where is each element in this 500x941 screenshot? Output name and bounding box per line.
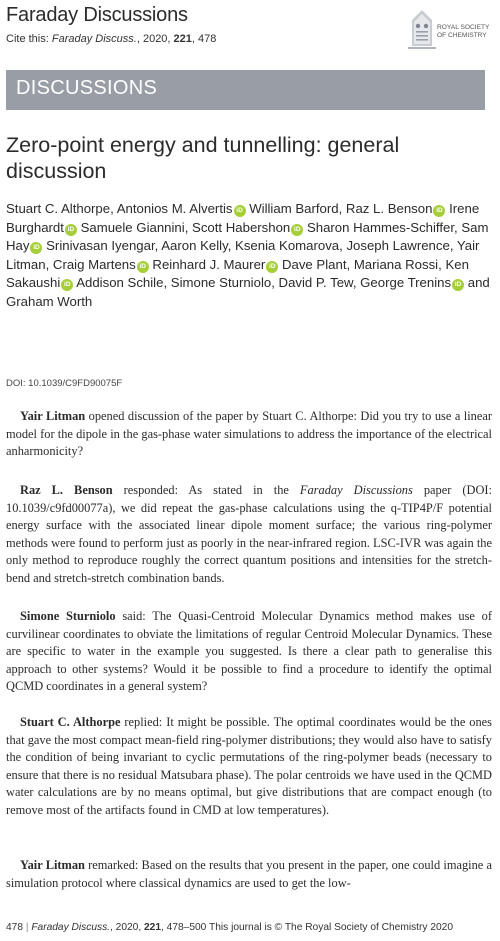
journal-reference: Faraday Discussions [299,483,413,497]
orcid-icon[interactable]: iD [61,279,73,291]
rsc-logo-line1: ROYAL SOCIETY [437,24,490,31]
article-title: Zero-point energy and tunnelling: general discussion [6,133,400,183]
author-separator: , [45,256,53,272]
author-separator: , [339,238,347,254]
author-name: Addison Schile [76,275,164,291]
citation-line [6,33,216,45]
speaker-name: Yair Litman [20,858,85,872]
author-name: Antonios M. Alvertis [116,201,233,216]
paragraph-text: remarked: Based on the results that you present in the paper, one could imagine a simulation protocol where classical dynamics are used to get the low- [6,858,493,890]
author-name: Sam Hay [6,219,489,254]
rsc-logo-line2: OF CHEMISTRY [437,32,487,39]
orcid-icon[interactable]: iD [433,205,445,217]
journal-name: Faraday Discussions [6,4,188,26]
author-name: Joseph Lawrence [346,238,450,254]
copyright-notice: This journal is © The Royal Society of Chemistry 2020 [206,922,453,933]
author-separator: , [454,219,462,235]
author-name: Ken Sakaushi [6,256,469,291]
cite-page: , 478 [191,33,217,45]
author-name: Ksenia Komarova [235,238,340,254]
author-name: Scott Habershon [192,219,291,235]
rsc-emblem-icon [408,10,436,48]
author-separator: , [271,275,279,291]
author-name: Aaron Kelly [161,238,228,254]
author-separator: , [449,238,457,254]
footer-pages: , 478–500 [161,922,207,933]
author-separator: , [110,201,117,216]
orcid-icon[interactable]: iD [65,224,77,236]
author-name: Dave Plant [281,256,347,272]
discussion-paragraph [6,482,492,588]
cite-year: , 2020, [136,33,174,45]
author-separator: , [352,275,361,291]
paragraph-text: responded: As stated in the [112,483,300,497]
footer-journal: Faraday Discuss. [31,922,111,933]
author-name: and Graham Worth [6,275,490,309]
author-name: Raz L. Benson [345,201,433,216]
author-name: Samuele Giannini [80,219,185,235]
author-separator: , [438,256,446,272]
paragraph-text: said: The Quasi-Centroid Molecular Dynamics method makes use of curvilinear coordinates to obviate the limitations of regular Centroid Molecular Dynamics. These are specific to water in the example you suggested. Is there a clear path to generalise this approach to other systems? Would it be possible to find a procedure to identify the optimal QCMD coordinates in a general system? [6,609,492,694]
orcid-icon[interactable]: iD [30,242,42,254]
author-name: William Barford [249,201,339,216]
doi[interactable]: DOI: 10.1039/C9FD90075F [6,378,123,389]
speaker-name: Yair Litman [20,409,86,423]
orcid-icon[interactable]: iD [452,279,464,291]
author-list [6,200,496,312]
rsc-logo [404,2,494,58]
discussion-paragraph [6,408,492,461]
author-name: Srinivasan Iyengar [46,238,155,254]
author-separator: , [227,238,236,254]
author-name: Reinhard J. Maurer [152,256,266,272]
cite-journal: Faraday Discuss. [51,33,137,45]
author-name: Simone Sturniolo [170,275,272,291]
footer-separator: | [23,922,32,933]
discussion-paragraph [6,608,492,696]
author-separator: , [154,238,162,254]
author-separator: , [338,201,346,216]
section-banner [6,70,485,110]
orcid-icon[interactable]: iD [234,205,246,217]
author-name: David P. Tew [278,275,353,291]
discussion-paragraph [6,857,492,892]
orcid-icon[interactable]: iD [137,261,149,273]
footer-volume: 221 [144,922,162,933]
author-name: Mariana Rossi [353,256,439,272]
author-separator: , [163,275,171,291]
author-name: Sharon Hammes-Schiffer [306,219,455,235]
orcid-icon[interactable]: iD [291,224,303,236]
page-footer [6,922,453,933]
page-number: 478 [6,922,23,933]
section-banner-label: DISCUSSIONS [16,77,158,99]
paragraph-text: opened discussion of the paper by Stuart C. Althorpe: Did you try to use a linear model for the dipole in the gas-phase water simulations to address the importance of the electrical anharmonicity? [6,409,492,459]
cite-prefix: Cite this: [6,33,52,45]
author-name: George Trenins [360,275,452,291]
discussion-paragraph [6,714,492,820]
orcid-icon[interactable]: iD [266,261,278,273]
paragraph-text: paper (DOI: 10.1039/c9fd00077a), we did repeat the gas-phase calculations using the q-TIP4P/F potential energy surface with the associated linear dipole moment surface; the various ring-polymer methods were found to perform just as poorly in the near-infrared region. LSC-IVR was again the only method to reproduce roughly the correct quantum positions and intensities for the stretch-bend and stretch-stretch combination bands. [6,483,492,585]
cite-volume: 221 [173,33,192,45]
paragraph-text: replied: It might be possible. The optimal coordinates would be the ones that gave the most compact mean-field ring-polymer distributions; they would also have to satisfy the condition of being invariant to cyclic permutations of the ring-polymer beads (necessary to ensure that there is no residual Matsubara phase). The polar centroids we have used in the QCMD water calculations are by no means optimal, but give distributions that are compact enough (to remove most of the artifacts found in CMD at low temperatures). [6,715,493,817]
speaker-name: Stuart C. Althorpe [20,715,121,729]
speaker-name: Raz L. Benson [20,483,113,497]
author-separator: , [346,256,354,272]
speaker-name: Simone Sturniolo [20,609,116,623]
author-name: Irene Burghardt [6,201,480,235]
author-name: Yair Litman [6,238,480,272]
footer-year: , 2020, [110,922,145,933]
author-name: Stuart C. Althorpe [6,201,111,216]
author-name: Craig Martens [52,256,136,272]
author-separator: , [184,219,193,235]
